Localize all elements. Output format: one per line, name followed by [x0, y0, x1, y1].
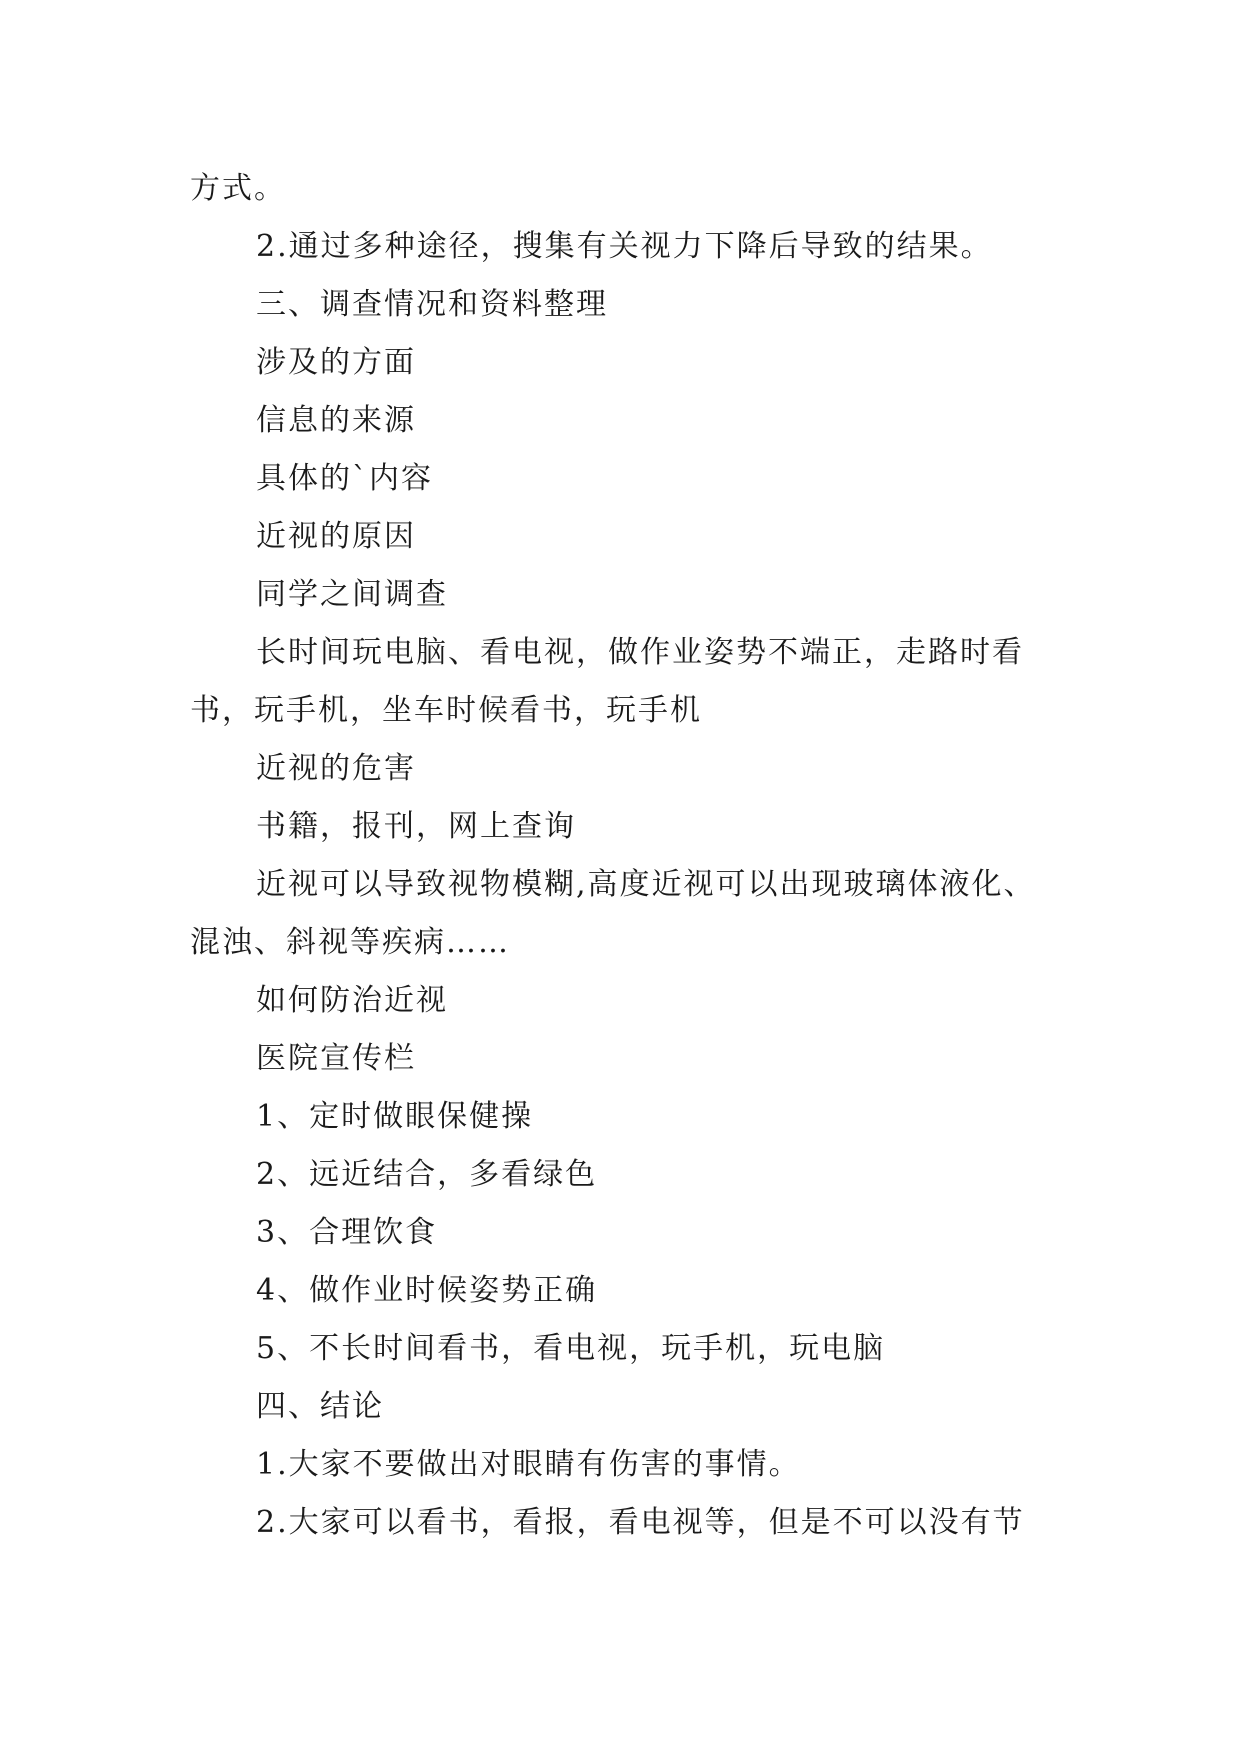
list-item-4: 4、做作业时候姿势正确 [256, 1273, 598, 1308]
text-line-12: 书籍，报刊，网上查询 [256, 809, 576, 844]
text-line-1: 方式。 [190, 171, 286, 206]
text-line-7: 近视的原因 [256, 519, 416, 554]
text-line-15: 如何防治近视 [256, 983, 448, 1018]
text-line-16: 医院宣传栏 [256, 1041, 416, 1076]
text-line-6: 具体的`内容 [256, 461, 433, 496]
section-heading-conclusion: 四、结论 [256, 1389, 384, 1424]
section-heading-survey: 三、调查情况和资料整理 [256, 287, 608, 322]
text-line-4: 涉及的方面 [256, 345, 416, 380]
list-item-3: 3、合理饮食 [256, 1215, 438, 1250]
conclusion-item-1: 1.大家不要做出对眼睛有伤害的事情。 [256, 1447, 801, 1482]
conclusion-item-2: 2.大家可以看书，看报，看电视等，但是不可以没有节 [256, 1505, 1025, 1540]
text-line-2: 2.通过多种途径，搜集有关视力下降后导致的结果。 [256, 229, 993, 264]
text-line-5: 信息的来源 [256, 403, 416, 438]
text-line-8: 同学之间调查 [256, 577, 448, 612]
text-line-9: 长时间玩电脑、看电视，做作业姿势不端正，走路时看 [256, 635, 1024, 670]
document-body [190, 160, 1060, 1552]
list-item-1: 1、定时做眼保健操 [256, 1099, 534, 1134]
list-item-5: 5、不长时间看书，看电视，玩手机，玩电脑 [256, 1331, 886, 1366]
list-item-2: 2、远近结合，多看绿色 [256, 1157, 598, 1192]
text-line-10: 书，玩手机，坐车时候看书，玩手机 [190, 693, 702, 728]
text-line-11: 近视的危害 [256, 751, 416, 786]
text-line-13: 近视可以导致视物模糊,高度近视可以出现玻璃体液化、 [256, 867, 1036, 902]
text-line-14: 混浊、斜视等疾病…… [190, 925, 510, 960]
